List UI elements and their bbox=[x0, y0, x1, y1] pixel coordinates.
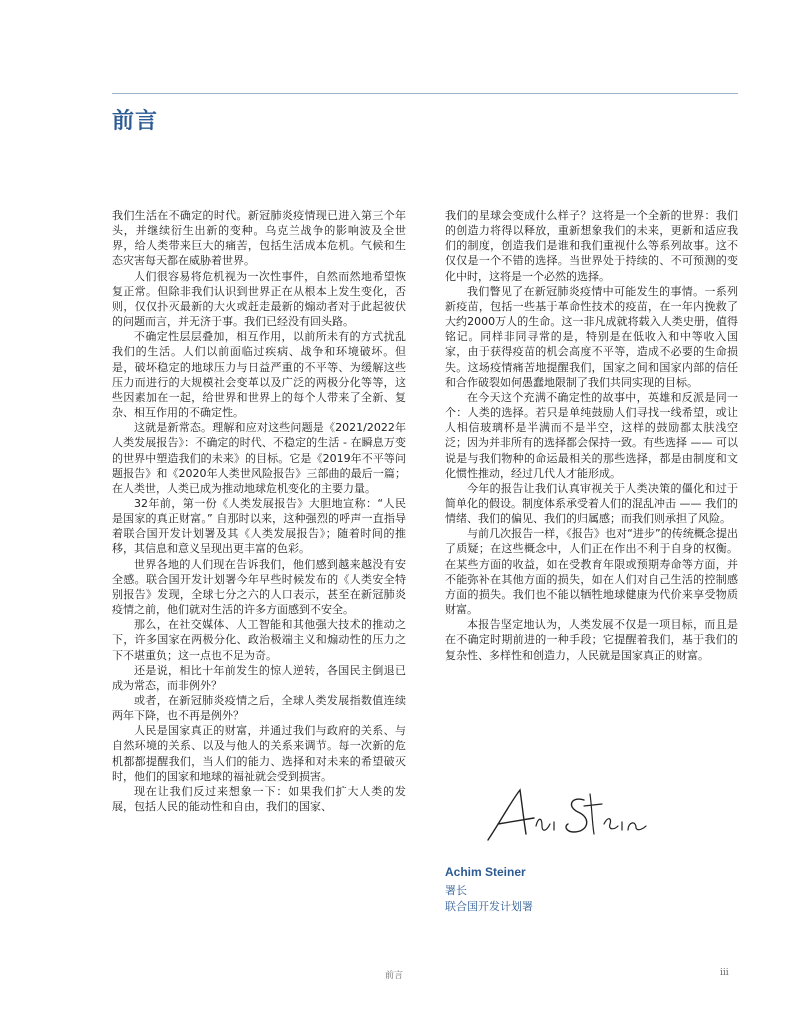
signatory-organization: 联合国开发计划署 bbox=[445, 900, 533, 913]
paragraph: 这就是新常态。理解和应对这些问题是《2021/2022年人类发展报告》：不确定的时代、不稳定的生活 - 在瞬息万变的世界中塑造我们的未来》的目标。它是《2019年不平等问题报告》和《2020年人类世风险报告》三部曲的最后一篇；在人类世，人类已成为推动地球危机变化的主要力量。 bbox=[112, 421, 406, 495]
paragraph: 或者，在新冠肺炎疫情之后，全球人类发展指数值连续两年下降，也不再是例外？ bbox=[112, 694, 406, 723]
signatory-name: Achim Steiner bbox=[445, 865, 526, 879]
handwritten-signature bbox=[480, 782, 660, 852]
paragraph: 与前几次报告一样，《报告》也对“进步”的传统概念提出了质疑；在这些概念中，人们正在作出不利于自身的权衡。在某些方面的收益，如在受教育年限或预期寿命等方面，并不能弥补在其他方面的损失，如在人们对自己生活的控制感方面的损失。我们也不能以牺牲地球健康为代价来享受物质财富。 bbox=[445, 527, 738, 617]
paragraph: 在今天这个充满不确定性的故事中，英雄和反派是同一个：人类的选择。若只是单纯鼓励人们寻找一线希望，或让人相信玻璃杯是半满而不是半空，这样的鼓励都太肤浅空泛；因为并非所有的选择都会保持一致。有些选择 —— 可以说是与我们物种的命运最相关的那些选择，都是由制度和文化惯性推动，经过几代人才能形成。 bbox=[445, 390, 738, 480]
paragraph: 32年前，第一份《人类发展报告》大胆地宣称：“人民是国家的真正财富。” 自那时以来，这种强烈的呼声一直指导着联合国开发计划署及其《人类发展报告》；随着时间的推移，其信息和意义呈现出更丰富的色彩。 bbox=[112, 496, 406, 556]
page-number: iii bbox=[720, 968, 729, 978]
footer-section-label: 前言 bbox=[385, 971, 404, 981]
header-rule bbox=[112, 93, 738, 94]
left-column bbox=[112, 208, 406, 814]
paragraph: 现在让我们反过来想象一下：如果我们扩大人类的发展，包括人民的能动性和自由，我们的国家、 bbox=[112, 784, 406, 814]
paragraph: 今年的报告让我们认真审视关于人类决策的僵化和过于简单化的假设。制度体系承受着人们的混乱冲击 —— 我们的情绪、我们的偏见、我们的归属感；而我们则承担了风险。 bbox=[445, 481, 738, 526]
paragraph: 我们生活在不确定的时代。新冠肺炎疫情现已进入第三个年头，并继续衍生出新的变种。乌克兰战争的影响波及全世界，给人类带来巨大的痛苦，包括生活成本危机。气候和生态灾害每天都在威胁着世界。 bbox=[112, 209, 406, 268]
signatory-title: 署长 bbox=[445, 884, 467, 897]
paragraph: 那么，在社交媒体、人工智能和其他强大技术的推动之下，许多国家在两极分化、政治极端主义和煽动性的压力之下不堪重负；这一点也不足为奇。 bbox=[112, 618, 406, 662]
paragraph: 世界各地的人们现在告诉我们，他们感到越来越没有安全感。联合国开发计划署今年早些时候发布的《人类安全特别报告》发现，全球七分之六的人口表示，甚至在新冠肺炎疫情之前，他们就对生活的许多方面感到不安全。 bbox=[112, 557, 406, 617]
right-column bbox=[445, 208, 738, 663]
paragraph: 人们很容易将危机视为一次性事件，自然而然地希望恢复正常。但除非我们认识到世界正在从根本上发生变化，否则，仅仅扑灭最新的大火或赶走最新的煽动者对于此起彼伏的问题而言，并无济于事。我们已经没有回头路。 bbox=[112, 269, 406, 329]
paragraph: 还是说，相比十年前发生的惊人逆转，各国民主倒退已成为常态，而非例外？ bbox=[112, 663, 406, 692]
page-title: 前言 bbox=[112, 109, 159, 134]
paragraph: 我们瞥见了在新冠肺炎疫情中可能发生的事情。一系列新疫苗，包括一些基于革命性技术的疫苗，在一年内挽救了大约2000万人的生命。这一非凡成就将载入人类史册，值得铭记。同样非同寻常的是，特别是在低收入和中等收入国家，由于获得疫苗的机会高度不平等，造成不必要的生命损失。这场疫情痛苦地提醒我们，国家之间和国家内部的信任和合作破裂如何愚蠢地限制了我们共同实现的目标。 bbox=[445, 284, 738, 389]
paragraph: 本报告坚定地认为，人类发展不仅是一项目标，而且是在不确定时期前进的一种手段；它提醒着我们，基于我们的复杂性、多样性和创造力，人民就是国家真正的财富。 bbox=[445, 618, 738, 662]
paragraph: 不确定性层层叠加，相互作用，以前所未有的方式扰乱我们的生活。人们以前面临过疾病、战争和环境破坏。但是，破坏稳定的地球压力与日益严重的不平等、为缓解这些压力而进行的大规模社会变革以及广泛的两极分化等等，这些因素加在一起，给世界和世界上的每个人带来了全新、复杂、相互作用的不确定性。 bbox=[112, 330, 406, 420]
paragraph: 我们的星球会变成什么样子？这将是一个全新的世界：我们的创造力将得以释放，重新想象我们的未来，更新和适应我们的制度，创造我们是谁和我们重视什么等系列故事。这不仅仅是一个不错的选择。当世界处于持续的、不可预测的变化中时，这将是一个必然的选择。 bbox=[445, 209, 738, 283]
paragraph: 人民是国家真正的财富，并通过我们与政府的关系、与自然环境的关系、以及与他人的关系来调节。每一次新的危机都都提醒我们，当人们的能力、选择和对未来的希望破灭时，他们的国家和地球的福祉就会受到损害。 bbox=[112, 724, 406, 783]
